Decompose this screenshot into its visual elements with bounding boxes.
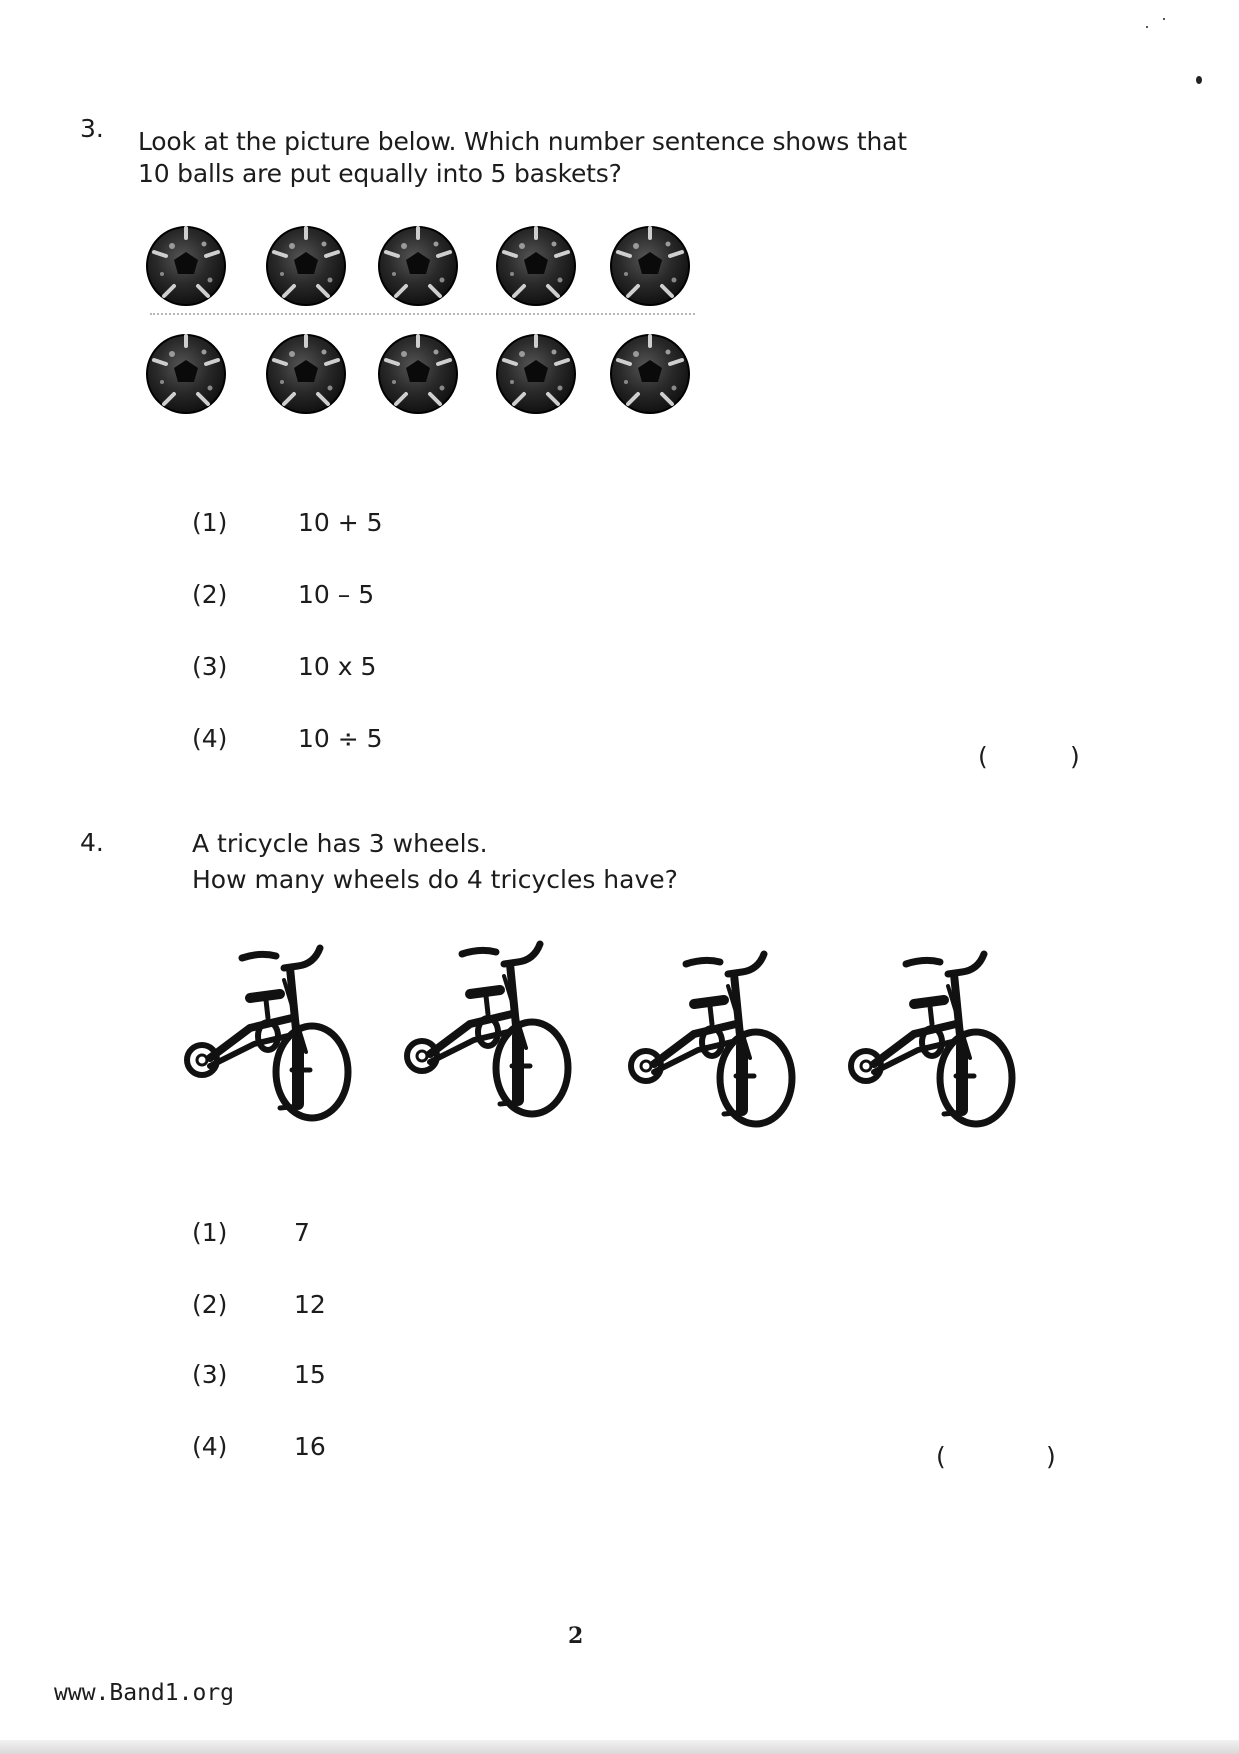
scan-edge [0, 1740, 1239, 1754]
tricycles-picture [180, 940, 1040, 1140]
answer-bracket-close: ) [1070, 742, 1080, 771]
scan-speck [1163, 18, 1165, 20]
footer-url[interactable]: www.Band1.org [54, 1680, 235, 1706]
soccer-ball-icon [144, 332, 228, 416]
soccer-ball-icon [144, 224, 228, 308]
question-3-text-line2: 10 balls are put equally into 5 baskets? [138, 159, 622, 188]
soccer-ball-icon [264, 224, 348, 308]
answer-bracket-open: ( [936, 1442, 946, 1471]
question-4-text-line2: How many wheels do 4 tricycles have? [192, 865, 678, 894]
option-label: (2) [192, 580, 228, 609]
option-value: 10 + 5 [298, 508, 383, 537]
question-4-number: 4. [80, 828, 104, 857]
question-4-text-line1: A tricycle has 3 wheels. [192, 829, 488, 858]
scan-speck [1146, 26, 1148, 28]
soccer-ball-icon [376, 332, 460, 416]
option-label: (4) [192, 1432, 228, 1461]
soccer-ball-icon [608, 224, 692, 308]
scan-speck [1196, 76, 1202, 84]
tricycle-icon [844, 946, 1019, 1136]
option-value: 15 [294, 1360, 326, 1389]
question-3-text-line1: Look at the picture below. Which number sentence shows that [138, 127, 907, 156]
tricycle-icon [180, 940, 355, 1130]
answer-bracket-open: ( [978, 742, 988, 771]
option-value: 10 ÷ 5 [298, 724, 383, 753]
tricycle-icon [624, 946, 799, 1136]
soccer-ball-icon [376, 224, 460, 308]
option-label: (3) [192, 1360, 228, 1389]
soccer-ball-icon [264, 332, 348, 416]
answer-bracket-close: ) [1046, 1442, 1056, 1471]
tricycle-icon [400, 936, 575, 1126]
page-number: 2 [568, 1623, 584, 1649]
soccer-ball-icon [494, 332, 578, 416]
option-label: (3) [192, 652, 228, 681]
option-value: 10 x 5 [298, 652, 377, 681]
option-label: (4) [192, 724, 228, 753]
option-label: (2) [192, 1290, 228, 1319]
option-label: (1) [192, 1218, 228, 1247]
option-value: 16 [294, 1432, 326, 1461]
soccer-ball-icon [608, 332, 692, 416]
soccer-balls-picture [140, 220, 700, 420]
dotted-divider [150, 313, 695, 315]
option-label: (1) [192, 508, 228, 537]
soccer-ball-icon [494, 224, 578, 308]
option-value: 12 [294, 1290, 326, 1319]
option-value: 7 [294, 1218, 310, 1247]
option-value: 10 – 5 [298, 580, 375, 609]
question-3-number: 3. [80, 114, 104, 143]
